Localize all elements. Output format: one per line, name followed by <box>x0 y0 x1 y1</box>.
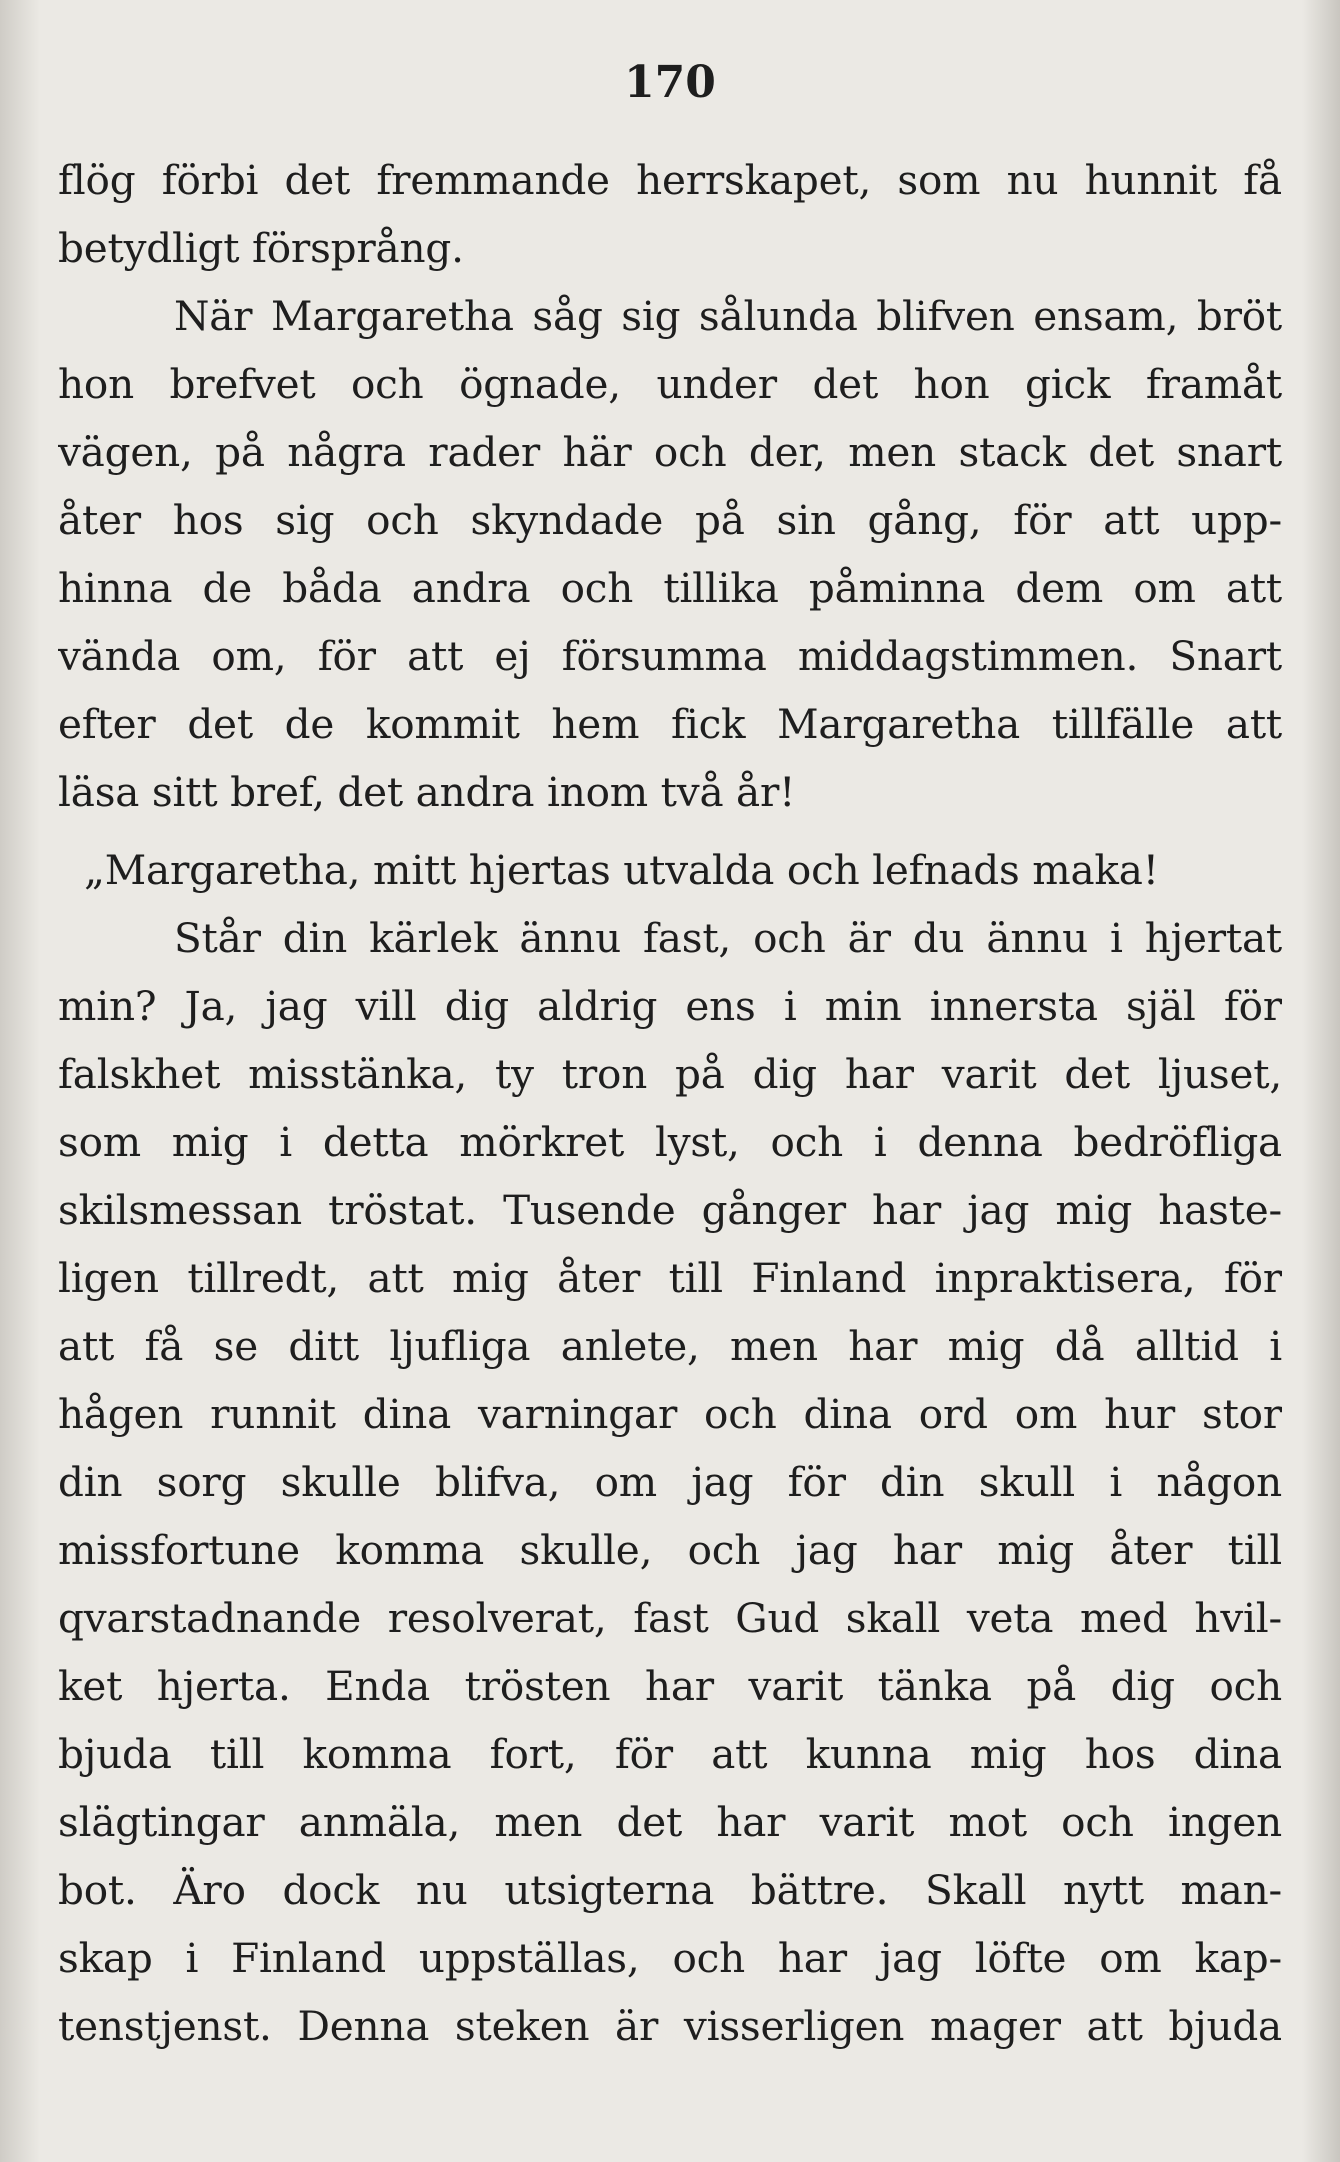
text-line: efter det de kommit hem fick Margaretha tillfälle att <box>58 700 1282 748</box>
text-line: hon brefvet och ögnade, under det hon gick framåt <box>58 360 1282 408</box>
letter-salutation: „Margaretha, mitt hjertas utvalda och lefnads maka! <box>84 846 1159 894</box>
text-line: bot. Äro dock nu utsigterna bättre. Skall nytt man- <box>58 1866 1282 1914</box>
text-line: Står din kärlek ännu fast, och är du ännu i hjertat <box>174 914 1282 962</box>
text-line: att få se ditt ljufliga anlete, men har mig då alltid i <box>58 1322 1282 1370</box>
text-line: hinna de båda andra och tillika påminna dem om att <box>58 564 1282 612</box>
text-line: betydligt försprång. <box>58 224 464 272</box>
text-line: skap i Finland uppställas, och har jag löfte om kap- <box>58 1934 1282 1982</box>
body-text <box>58 146 1282 2060</box>
text-line: ket hjerta. Enda trösten har varit tänka på dig och <box>58 1662 1282 1710</box>
text-line: åter hos sig och skyndade på sin gång, för att upp- <box>58 496 1282 544</box>
text-line: vägen, på några rader här och der, men stack det snart <box>58 428 1282 476</box>
text-line: När Margaretha såg sig sålunda blifven ensam, bröt <box>174 292 1282 340</box>
text-line: falskhet misstänka, ty tron på dig har varit det ljuset, <box>58 1050 1282 1098</box>
text-line: tenstjenst. Denna steken är visserligen mager att bjuda <box>58 2002 1282 2050</box>
text-line: hågen runnit dina varningar och dina ord om hur stor <box>58 1390 1282 1438</box>
text-line: qvarstadnande resolverat, fast Gud skall veta med hvil- <box>58 1594 1282 1642</box>
text-line: min? Ja, jag vill dig aldrig ens i min innersta själ för <box>58 982 1282 1030</box>
text-line: ligen tillredt, att mig åter till Finland inpraktisera, för <box>58 1254 1282 1302</box>
page-number: 170 <box>624 57 716 108</box>
text-line: som mig i detta mörkret lyst, och i denna bedröfliga <box>58 1118 1282 1166</box>
text-line: missfortune komma skulle, och jag har mig åter till <box>58 1526 1282 1574</box>
text-line: flög förbi det fremmande herrskapet, som nu hunnit få <box>58 156 1282 204</box>
text-line: din sorg skulle blifva, om jag för din skull i någon <box>58 1458 1282 1506</box>
text-line: vända om, för att ej försumma middagstimmen. Snart <box>58 632 1282 680</box>
text-line: skilsmessan tröstat. Tusende gånger har jag mig haste- <box>58 1186 1282 1234</box>
text-line: bjuda till komma fort, för att kunna mig hos dina <box>58 1730 1282 1778</box>
text-line: slägtingar anmäla, men det har varit mot och ingen <box>58 1798 1282 1846</box>
text-line: läsa sitt bref, det andra inom två år! <box>58 768 796 816</box>
